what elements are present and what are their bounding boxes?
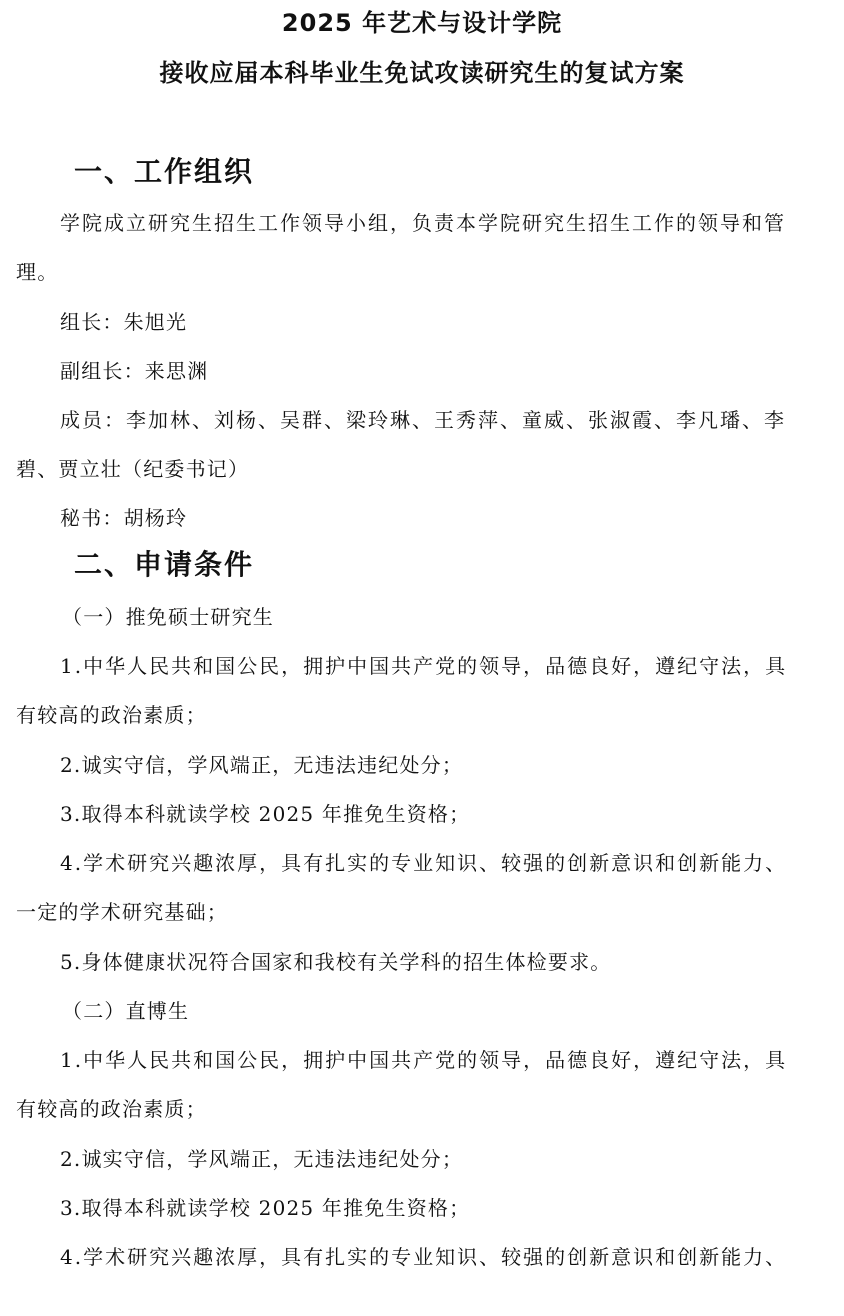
section-heading-application-conditions: 二、申请条件 bbox=[74, 548, 255, 581]
phd-item4-line1: 4.学术研究兴趣浓厚，具有扎实的专业知识、较强的创新意识和创新能力、 bbox=[60, 1245, 788, 1269]
phd-item1-line2: 有较高的政治素质； bbox=[16, 1097, 207, 1121]
document-title-line1: 2025 年艺术与设计学院 bbox=[281, 9, 563, 37]
master-item1-line1: 1.中华人民共和国公民，拥护中国共产党的领导，品德良好，遵纪守法，具 bbox=[60, 654, 788, 678]
deputy-group-leader: 副组长：来思渊 bbox=[60, 359, 209, 383]
section-heading-work-organization: 一、工作组织 bbox=[74, 155, 255, 188]
master-item2: 2.诚实守信，学风端正，无违法违纪处分； bbox=[60, 753, 464, 777]
master-item3: 3.取得本科就读学校 2025 年推免生资格； bbox=[60, 802, 471, 826]
subheading-master-recommended: （一）推免硕士研究生 bbox=[62, 605, 274, 629]
org-intro-line2: 理。 bbox=[16, 260, 59, 284]
members-line2: 碧、贾立壮（纪委书记） bbox=[16, 457, 250, 481]
phd-item1-line1: 1.中华人民共和国公民，拥护中国共产党的领导，品德良好，遵纪守法，具 bbox=[60, 1048, 788, 1072]
master-item5: 5.身体健康状况符合国家和我校有关学科的招生体检要求。 bbox=[60, 950, 612, 974]
org-intro-line1: 学院成立研究生招生工作领导小组，负责本学院研究生招生工作的领导和管 bbox=[60, 211, 786, 235]
master-item4-line2: 一定的学术研究基础； bbox=[16, 900, 228, 924]
subheading-direct-phd: （二）直博生 bbox=[62, 999, 190, 1023]
master-item1-line2: 有较高的政治素质； bbox=[16, 703, 207, 727]
phd-item3: 3.取得本科就读学校 2025 年推免生资格； bbox=[60, 1196, 471, 1220]
phd-item2: 2.诚实守信，学风端正，无违法违纪处分； bbox=[60, 1147, 464, 1171]
master-item4-line1: 4.学术研究兴趣浓厚，具有扎实的专业知识、较强的创新意识和创新能力、 bbox=[60, 851, 788, 875]
document-title-line2: 接收应届本科毕业生免试攻读研究生的复试方案 bbox=[159, 59, 685, 87]
group-leader: 组长：朱旭光 bbox=[60, 310, 188, 334]
members-line1: 成员：李加林、刘杨、吴群、梁玲琳、王秀萍、童威、张淑霞、李凡璠、李 bbox=[60, 408, 786, 432]
secretary: 秘书：胡杨玲 bbox=[60, 506, 188, 530]
